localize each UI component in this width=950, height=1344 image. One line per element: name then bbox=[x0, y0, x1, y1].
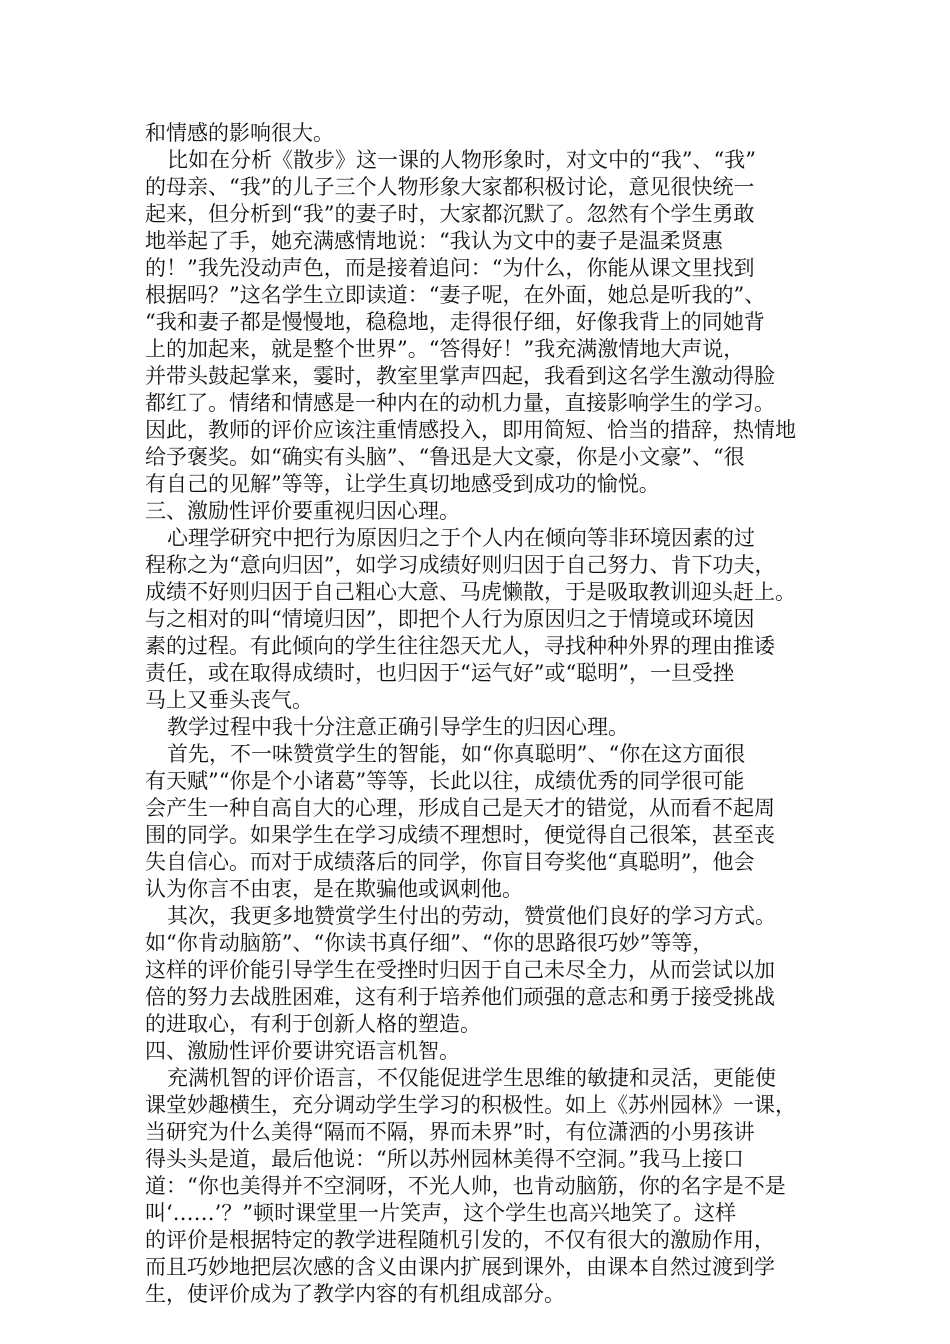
text-line: 因此，教师的评价应该注重情感投入，即用简短、恰当的措辞，热情地 bbox=[145, 418, 796, 442]
text-line: 而且巧妙地把层次感的含义由课内扩展到课外，由课本自然过渡到学 bbox=[145, 1255, 775, 1279]
text-line: 充满机智的评价语言，不仅能促进学生思维的敏捷和灵活，更能使 bbox=[167, 1066, 776, 1090]
text-line: 这样的评价能引导学生在受挫时归因于自己未尽全力，从而尝试以加 bbox=[145, 958, 775, 982]
text-line: 其次，我更多地赞赏学生付出的劳动，赞赏他们良好的学习方式。 bbox=[167, 904, 776, 928]
text-line: 生，使评价成为了教学内容的有机组成部分。 bbox=[145, 1282, 565, 1306]
text-line: 有自己的见解”等等，让学生真切地感受到成功的愉悦。 bbox=[145, 472, 660, 496]
text-line: 的母亲、“我”的儿子三个人物形象大家都积极讨论，意见很快统一 bbox=[145, 175, 755, 199]
text-line: 心理学研究中把行为原因归之于个人内在倾向等非环境因素的过 bbox=[167, 526, 755, 550]
text-line: 如“你肯动脑筋”、“你读书真仔细”、“你的思路很巧妙”等等， bbox=[145, 931, 714, 955]
text-line: 的！”我先没动声色，而是接着追问：“为什么，你能从课文里找到 bbox=[145, 256, 755, 280]
text-line: 起来，但分析到“我”的妻子时，大家都沉默了。忽然有个学生勇敢 bbox=[145, 202, 755, 226]
text-line: 首先，不一味赞赏学生的智能，如“你真聪明”、“你在这方面很 bbox=[167, 742, 746, 766]
text-line: 得头头是道，最后他说：“所以苏州园林美得不空洞。”我马上接口 bbox=[145, 1147, 744, 1171]
text-line: 给予褒奖。如“确实有头脑”、“鲁迅是大文豪，你是小文豪”、“很 bbox=[145, 445, 745, 469]
text-line: 并带头鼓起掌来，霎时，教室里掌声四起，我看到这名学生激动得脸 bbox=[145, 364, 775, 388]
text-line: 都红了。情绪和情感是一种内在的动机力量，直接影响学生的学习。 bbox=[145, 391, 775, 415]
text-line: 马上又垂头丧气。 bbox=[145, 688, 313, 712]
text-line: 程称之为“意向归因”，如学习成绩好则归因于自己努力、肯下功夫， bbox=[145, 553, 776, 577]
text-line: 根据吗？”这名学生立即读道：“妻子呢，在外面，她总是听我的”、 bbox=[145, 283, 766, 307]
text-line: 比如在分析《散步》这一课的人物形象时，对文中的“我”、“我” bbox=[167, 148, 756, 172]
section-heading: 三、激励性评价要重视归因心理。 bbox=[145, 499, 460, 523]
text-line: 认为你言不由衷，是在欺骗他或讽刺他。 bbox=[145, 877, 523, 901]
text-line: 与之相对的叫“情境归因”，即把个人行为原因归之于情境或环境因 bbox=[145, 607, 755, 631]
text-line: 和情感的影响很大。 bbox=[145, 121, 334, 145]
text-line: 责任，或在取得成绩时，也归因于“运气好”或“聪明”，一旦受挫 bbox=[145, 661, 734, 685]
section-heading: 四、激励性评价要讲究语言机智。 bbox=[145, 1039, 460, 1063]
text-line: 素的过程。有此倾向的学生往往怨天尤人，寻找种种外界的理由推诿 bbox=[145, 634, 775, 658]
text-line: 会产生一种自高自大的心理，形成自己是天才的错觉，从而看不起周 bbox=[145, 796, 775, 820]
text-line: 失自信心。而对于成绩落后的同学，你盲目夸奖他“真聪明”，他会 bbox=[145, 850, 755, 874]
text-line: 围的同学。如果学生在学习成绩不理想时，便觉得自己很笨，甚至丧 bbox=[145, 823, 775, 847]
text-line: 叫‘……’？”顿时课堂里一片笑声，这个学生也高兴地笑了。这样 bbox=[145, 1201, 737, 1225]
text-line: 成绩不好则归因于自己粗心大意、马虎懒散，于是吸取教训迎头赶上。 bbox=[145, 580, 796, 604]
text-line: 倍的努力去战胜困难，这有利于培养他们顽强的意志和勇于接受挑战 bbox=[145, 985, 775, 1009]
text-line: 有天赋”“你是个小诸葛”等等，长此以往，成绩优秀的同学很可能 bbox=[145, 769, 745, 793]
text-line: 道：“你也美得并不空洞呀，不光人帅，也肯动脑筋，你的名字是不是 bbox=[145, 1174, 786, 1198]
text-line: 上的加起来，就是整个世界”。“答得好！”我充满激情地大声说， bbox=[145, 337, 745, 361]
text-line: 的进取心，有利于创新人格的塑造。 bbox=[145, 1012, 481, 1036]
text-line: 当研究为什么美得“隔而不隔，界而未界”时，有位潇洒的小男孩讲 bbox=[145, 1120, 755, 1144]
text-line: 地举起了手，她充满感情地说：“我认为文中的妻子是温柔贤惠 bbox=[145, 229, 723, 253]
text-line: “我和妻子都是慢慢地，稳稳地，走得很仔细，好像我背上的同她背 bbox=[145, 310, 765, 334]
text-line: 教学过程中我十分注意正确引导学生的归因心理。 bbox=[167, 715, 629, 739]
text-line: 课堂妙趣横生，充分调动学生学习的积极性。如上《苏州园林》一课， bbox=[145, 1093, 796, 1117]
text-line: 的评价是根据特定的教学进程随机引发的，不仅有很大的激励作用， bbox=[145, 1228, 775, 1252]
